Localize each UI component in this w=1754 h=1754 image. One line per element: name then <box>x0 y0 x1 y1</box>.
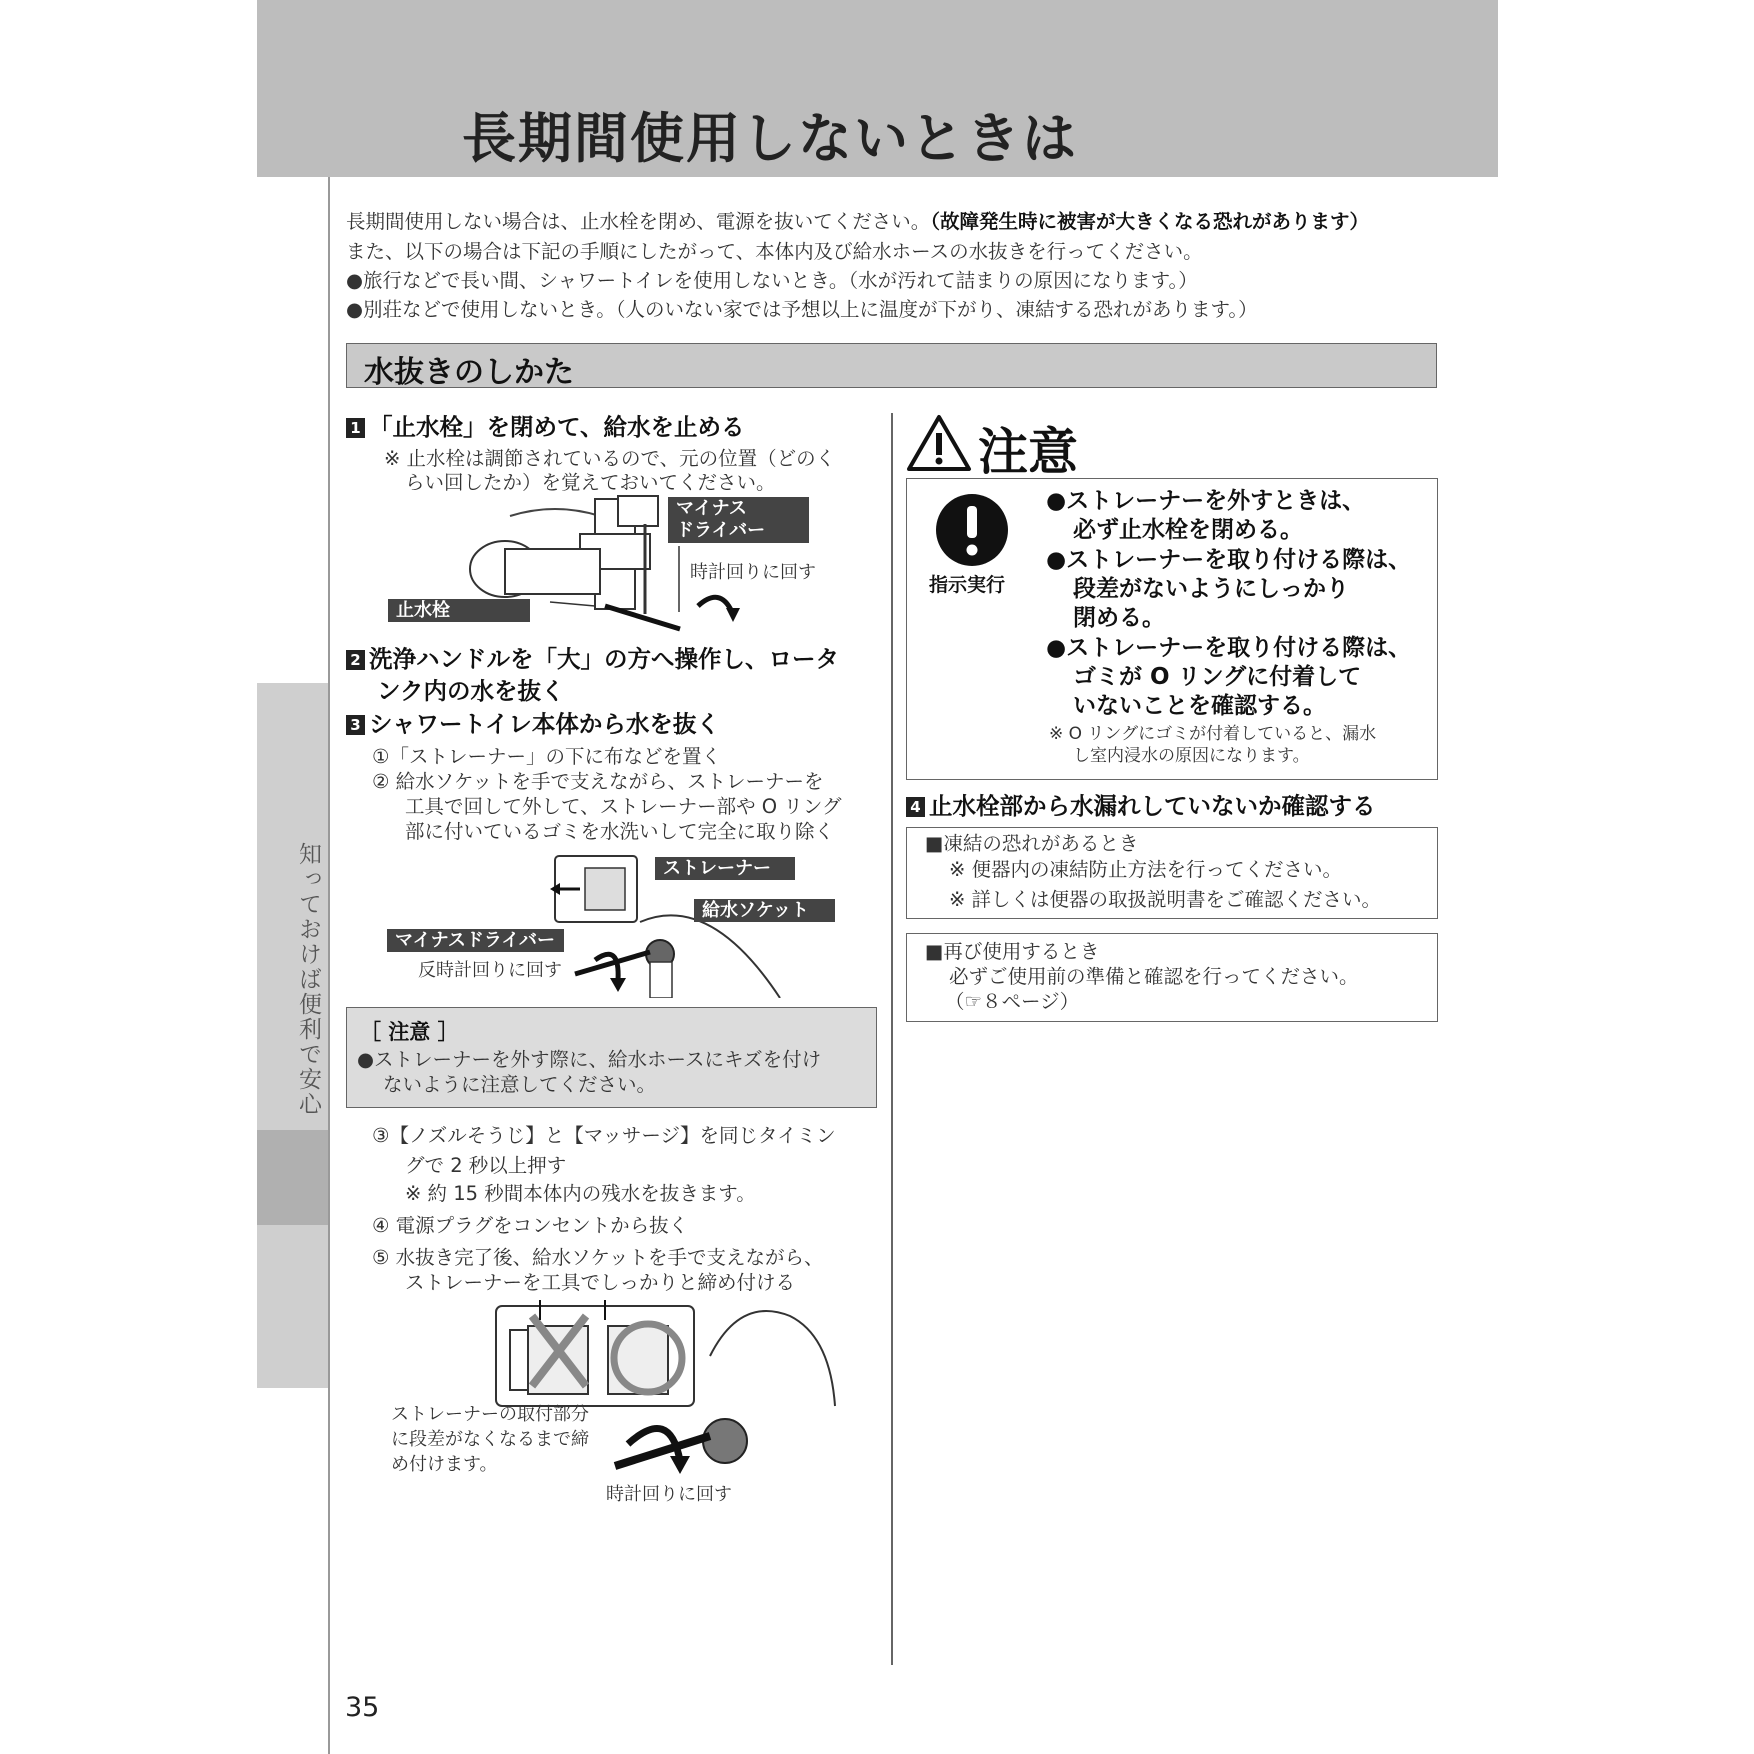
caution-bullet-1-line-1: ●ストレーナーを外すときは、 <box>1046 488 1366 514</box>
figure-2-label-driver: マイナスドライバー <box>387 929 564 952</box>
intro-line-2: また、以下の場合は下記の手順にしたがって、本体内及び給水ホースの水抜きを行ってください。 <box>346 240 1203 263</box>
left-margin-rule <box>328 177 330 1754</box>
intro-line-1 <box>346 207 1369 236</box>
caution-bullet-2-line-1: ●ストレーナーを取り付ける際は、 <box>1046 547 1412 573</box>
warning-triangle-icon <box>906 413 972 473</box>
intro-bullet-2: ●別荘などで使用しないとき。（人のいない家では予想以上に温度が下がり、凍結する恐れがあります。） <box>346 298 1258 321</box>
figure-2-label-socket: 給水ソケット <box>694 899 835 922</box>
step-3-title <box>346 708 720 740</box>
reuse-info-line-1: 必ずご使用前の準備と確認を行ってください。 <box>949 965 1359 988</box>
figure-1-label-driver-line-1: マイナス <box>676 498 747 519</box>
figure-valve-fitting <box>618 496 658 526</box>
intro-bullet-1: ●旅行などで長い間、シャワートイレを使用しないとき。（水が汚れて詰まりの原因になります。） <box>346 269 1198 292</box>
caution-note-heading: ［ 注意 ］ <box>360 1020 459 1044</box>
step-1-title <box>346 411 745 443</box>
step-3-item-5-line-1: ⑤ 水抜き完了後、給水ソケットを手で支えながら、 <box>372 1246 824 1269</box>
step-1-note-line-2: らい回したか）を覚えておいてください。 <box>405 471 776 494</box>
freeze-info-line-1: ※ 便器内の凍結防止方法を行ってください。 <box>949 858 1343 881</box>
figure-1-label-driver <box>668 497 809 543</box>
step-2-title-line-1: 洗浄ハンドルを「大」の方へ操作し、ロータ <box>369 645 839 673</box>
figure-strainer-hose <box>650 962 672 998</box>
figure-1-label-turn: 時計回りに回す <box>690 562 816 583</box>
figure-3-caption-line-2: に段差がなくなるまで締 <box>391 1429 589 1450</box>
figure-tighten-wrong-step <box>510 1330 528 1390</box>
step-1-note-line-1: ※ 止水栓は調節されているので、元の位置（どのく <box>384 447 836 470</box>
step-2-title-line-2: ンク内の水を抜く <box>377 677 565 705</box>
figure-3-label-turn: 時計回りに回す <box>606 1484 732 1505</box>
caution-bullet-3-line-3: いないことを確認する。 <box>1073 693 1326 719</box>
side-tab-label: 知っておけば便利で安心 <box>295 842 321 1117</box>
mandatory-action-label: 指示実行 <box>929 574 1006 596</box>
reuse-info-heading: ■再び使用するとき <box>925 940 1100 963</box>
step-3-item-3-line-2: グで 2 秒以上押す <box>405 1154 567 1177</box>
step-1-title-text: 「止水栓」を閉めて、給水を止める <box>369 413 745 441</box>
page-number: 35 <box>345 1692 380 1723</box>
step-3-number: 3 <box>346 715 365 735</box>
figure-valve-arrow-head <box>726 608 740 622</box>
figure-valve-pipe-top <box>510 509 600 516</box>
figure-3-caption <box>391 1402 589 1477</box>
caution-note-line-2: ないように注意してください。 <box>383 1073 657 1096</box>
figure-1-label-valve: 止水栓 <box>388 599 530 622</box>
caution-heading: 注意 <box>978 423 1078 481</box>
figure-2-label-strainer: ストレーナー <box>655 857 795 880</box>
step-4-number: 4 <box>906 797 925 817</box>
step-3-item-3-note: ※ 約 15 秒間本体内の残水を抜きます。 <box>405 1182 756 1205</box>
page-title: 長期間使用しないときは <box>462 107 1078 170</box>
section-title: 水抜きのしかた <box>364 355 574 390</box>
figure-strainer-part <box>585 868 625 910</box>
caution-bullet-1-line-2: 必ず止水栓を閉める。 <box>1073 517 1303 543</box>
step-3-item-5-line-2: ストレーナーを工具でしっかりと締め付ける <box>405 1271 796 1294</box>
mandatory-action-icon <box>934 492 1010 568</box>
figure-3-caption-line-1: ストレーナーの取付部分 <box>391 1404 589 1425</box>
step-3-item-3-line-1: ③【ノズルそうじ】と【マッサージ】を同じタイミン <box>372 1124 836 1147</box>
caution-bullet-3-line-2: ゴミが O リングに付着して <box>1073 664 1362 690</box>
step-1-number: 1 <box>346 418 365 438</box>
caution-bullet-3-line-1: ●ストレーナーを取り付ける際は、 <box>1046 635 1412 661</box>
step-3-item-4: ④ 電源プラグをコンセントから抜く <box>372 1214 689 1237</box>
intro-line-1-warning: （故障発生時に被害が大きくなる恐れがあります） <box>930 210 1369 233</box>
step-3-item-2-line-2: 工具で回して外して、ストレーナー部や O リング <box>405 795 842 818</box>
caution-bullet-2-line-3: 閉める。 <box>1073 605 1165 631</box>
caution-note-line-1: ※ O リングにゴミが付着していると、漏水 <box>1049 724 1377 744</box>
figure-tighten-socket <box>703 1419 747 1463</box>
figure-valve-stem <box>505 549 600 594</box>
step-3-item-2-line-3: 部に付いているゴミを水洗いして完全に取り除く <box>405 820 835 843</box>
intro-line-1-text: 長期間使用しない場合は、止水栓を閉め、電源を抜いてください。 <box>346 210 931 233</box>
caution-bullet-2-line-2: 段差がないようにしっかり <box>1073 576 1349 602</box>
figure-tighten-body-outline <box>710 1311 835 1406</box>
caution-note-line-1: ●ストレーナーを外す際に、給水ホースにキズを付け <box>357 1048 822 1071</box>
figure-2-label-turn: 反時計回りに回す <box>418 960 562 981</box>
side-tab-marker <box>257 1130 328 1225</box>
figure-3-caption-line-3: め付けます。 <box>391 1454 498 1475</box>
figure-strainer-turn-arrow-head <box>610 978 626 992</box>
figure-valve-driver <box>605 606 680 629</box>
figure-1-label-driver-line-2: ドライバー <box>676 520 766 541</box>
step-3-item-1: ①「ストレーナー」の下に布などを置く <box>372 745 721 768</box>
step-2-number: 2 <box>346 650 365 670</box>
freeze-info-line-2: ※ 詳しくは便器の取扱説明書をご確認ください。 <box>949 888 1382 911</box>
column-divider <box>891 413 893 1665</box>
step-4-title <box>906 790 1376 822</box>
step-3-item-2-line-1: ② 給水ソケットを手で支えながら、ストレーナーを <box>372 770 824 793</box>
freeze-info-heading: ■凍結の恐れがあるとき <box>925 832 1139 855</box>
figure-valve-leader <box>550 602 595 606</box>
step-4-title-text: 止水栓部から水漏れしていないか確認する <box>929 792 1376 820</box>
reuse-info-line-2: （☞８ページ） <box>945 990 1080 1013</box>
step-2-title <box>346 643 839 675</box>
figure-tighten-turn-arrow-head <box>670 1456 690 1474</box>
caution-note-line-2: し室内浸水の原因になります。 <box>1073 746 1310 766</box>
step-3-title-text: シャワートイレ本体から水を抜く <box>369 710 720 738</box>
